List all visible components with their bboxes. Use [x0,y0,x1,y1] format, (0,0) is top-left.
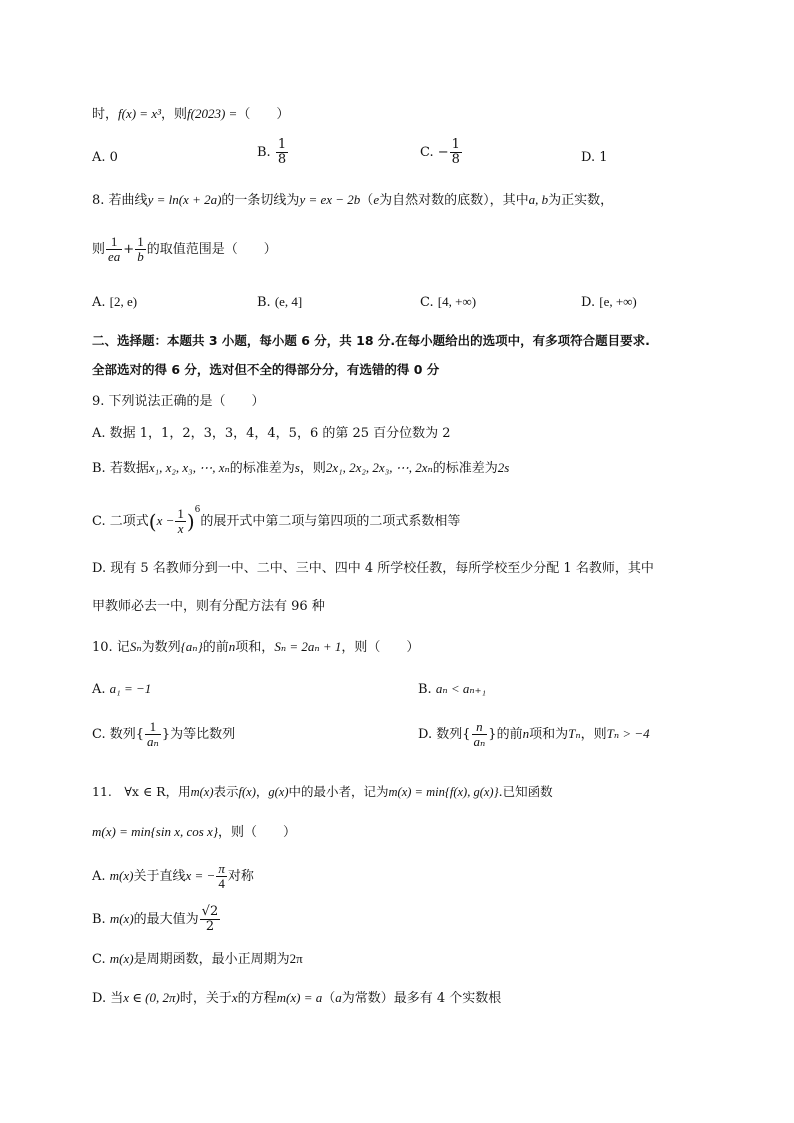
q11-option-a [92,862,254,891]
q8-text: 的一条切线为 [221,193,300,208]
minus-sign: − [437,145,449,160]
q8-ab: a, b [528,192,549,207]
q10-text: ，则 [580,727,607,742]
q11-text: 对称 [227,869,254,884]
q7-stem [92,105,289,124]
q8-stem-line2 [92,235,277,264]
q10-option-b [418,680,486,699]
option-label: C. [420,295,434,310]
q8-text: （ [360,193,374,208]
denominator: ea [108,249,121,264]
numerator: π [218,861,225,876]
q11-mx: m(x) [190,785,214,799]
q9-text: ，则 [299,461,326,476]
q11-text: 的最大值为 [133,912,199,927]
numerator: 1 [277,137,287,152]
q10-n: n [522,726,530,741]
q11-text: ，则（ ） [218,825,297,840]
q8-text: 为正实数， [548,193,614,208]
q11-text: 11. ∀x ∈ R，用 [92,784,191,799]
exponent: 6 [194,504,201,515]
q11-text: 为常数）最多有 4 个实数根 [341,991,502,1006]
option-value: 1 [599,150,608,165]
fraction [175,507,186,536]
q10-text: 项和， [235,640,275,655]
paren-open: ( [148,509,157,534]
plus-sign: + [123,242,135,257]
q7-paren: （ ） [237,107,290,122]
q9-text: 的展开式中第二项与第四项的二项式系数相等 [200,514,461,529]
q11-text: 中的最小者，记为 [288,784,389,799]
q8-curve: y = ln(x + 2a) [147,192,222,207]
q7-option-c [420,138,463,167]
q11-cond: x ∈ (0, 2π) [123,990,180,1005]
q8-text: 若曲线 [108,193,148,208]
q8-option-c [420,293,476,312]
q8-e: e [373,192,380,207]
q11-def: m(x) = min{sin x, cos x} [92,824,219,839]
denominator: 8 [451,152,460,167]
denominator: aₙ [473,734,486,749]
q10-Sn: Sₙ [129,639,142,654]
option-value: [e, +∞) [599,294,637,309]
q9-option-b [92,459,509,478]
brace-close: } [161,727,171,742]
numerator: √2 [201,904,219,919]
q9-text: 的标准差为 [229,461,295,476]
denominator: 8 [277,152,287,167]
option-label: B. [92,912,106,927]
option-label: B. [418,682,432,697]
option-label: A. [92,295,106,310]
q9-stem: 9. 下列说法正确的是（ ） [92,394,265,409]
q11-mx: m(x) [109,951,134,966]
q9-2s: 2s [497,460,510,475]
q10-relation: Sₙ = 2aₙ + 1 [274,639,342,654]
fraction [145,720,161,749]
q10-text: 10. 记 [92,640,130,655]
q11-text: 表示 [213,784,239,799]
numerator: 1 [137,234,144,249]
q10-text: 的前 [202,640,229,655]
q11-stem-line1 [92,783,553,801]
q10-ineq: Tₙ > −4 [606,726,650,741]
q11-a: a [335,990,342,1005]
q10-text: ，则（ ） [341,640,420,655]
q11-x: x [231,990,238,1005]
option-value: [4, +∞) [437,294,477,309]
q8-option-d [581,293,637,312]
q11-text: 的方程 [237,991,277,1006]
q7-text: ，则 [161,107,188,122]
denominator: aₙ [147,734,159,749]
q9-text: B. 若数据 [92,461,149,476]
option-label: A. [92,150,106,165]
q9-data: x₁, x₂, x₃, ⋯, xₙ [148,460,230,475]
q10-text: 项和为 [529,727,569,742]
fraction [200,905,221,934]
numerator: 1 [451,137,460,152]
q9-text: C. 二项式 [92,514,149,529]
q8-stem-line1 [92,191,613,210]
q11-mx: m(x) [109,868,134,883]
q10-text: C. 数列 [92,727,136,742]
q10-stem [92,638,419,657]
q8-option-b [257,293,302,312]
fraction [106,235,122,264]
q10-an: {aₙ} [180,639,203,654]
option-label: A. [92,869,106,884]
fraction [276,138,288,167]
fraction [450,138,462,167]
q11-x: x = − [185,868,216,883]
q9-x: x − [156,513,175,528]
paren-close: ) [186,509,195,534]
q11-period: 2π [289,951,303,966]
question-number: 8. [92,193,105,208]
numerator: 1 [106,235,122,250]
q10-text: 的前 [496,727,523,742]
option-label: B. [257,145,271,160]
q11-text: （ [322,991,336,1006]
option-value: [2, e) [109,294,138,309]
q7-fx: f(x) = x³ [118,106,161,121]
q9-option-d-line2: 甲教师必去一中，则有分配方法有 96 种 [92,599,325,614]
q9-option-c [92,504,461,536]
q7-option-d [581,149,608,167]
q8-text: 则 [92,242,106,257]
option-label: C. [92,952,106,967]
option-label: D. [581,150,596,165]
option-label: B. [257,295,271,310]
q10-text: 为等比数列 [170,727,236,742]
q11-fx: f(x) [238,785,256,799]
q9-option-a: A. 数据 1，1，2，3，3，4，4，5，6 的第 25 百分位数为 2 [92,426,451,441]
q11-def: m(x) = min{f(x), g(x)} [388,785,499,799]
fraction [135,235,146,264]
q9-text: 的标准差为 [432,461,498,476]
brace-close: } [488,727,497,742]
q10-text: D. 数列 [418,727,463,742]
denominator: 2 [205,919,215,934]
fraction [472,720,488,749]
q8-option-a [92,293,137,312]
option-label: C. [420,145,434,160]
q11-option-c [92,950,303,969]
q7-text: 时， [92,107,119,122]
q10-option-c [92,720,235,749]
q7-option-a [92,149,118,167]
q11-text: 关于直线 [133,869,186,884]
q8-text: 为自然对数的底数），其中 [379,193,529,208]
q10-option-d [418,720,650,749]
q11-text: ， [255,784,269,799]
q11-text: .已知函数 [498,784,553,799]
q8-tangent: y = ex − 2b [299,192,361,207]
section-header-line2: 全部选对的得 6 分，选对但不全的得部分分，有选错的得 0 分 [92,362,440,377]
q11-text: D. 当 [92,991,124,1006]
q11-stem-line2 [92,823,296,842]
denominator: 4 [218,876,225,891]
q11-eq: m(x) = a [276,990,323,1005]
section-header-line1: 二、选择题：本题共 3 小题，每小题 6 分，共 18 分.在每小题给出的选项中，有多项符合题目要求. [92,333,650,348]
q11-option-b [92,905,221,934]
option-label: A. [92,682,106,697]
q7-f2023: f(2023) = [187,106,238,121]
q10-n: n [228,639,236,654]
q10-option-a [92,680,151,699]
q10-Tn: Tₙ [568,726,581,741]
numerator: 1 [177,506,184,521]
brace-open: { [135,727,145,742]
q10-text: 为数列 [141,640,181,655]
option-value: (e, 4] [274,294,303,309]
q7-option-b [257,138,289,167]
numerator: n [472,720,488,735]
denominator: b [137,249,144,264]
fraction [216,862,227,891]
option-value: aₙ < aₙ₊₁ [435,681,487,696]
q9-s: s [294,460,300,475]
q11-gx: g(x) [268,785,289,799]
option-value: a₁ = −1 [109,681,152,696]
q9-option-d-line1: D. 现有 5 名教师分到一中、二中、三中、四中 4 所学校任教，每所学校至少分配 1 名教师，其中 [92,561,654,576]
q9-data2: 2x₁, 2x₂, 2x₃, ⋯, 2xₙ [325,460,433,475]
numerator: 1 [145,720,161,735]
option-label: D. [581,295,596,310]
q11-mx: m(x) [109,911,134,926]
denominator: x [177,521,184,536]
q11-text: 是周期函数，最小正周期为 [133,952,290,967]
q11-option-d [92,989,501,1008]
option-value: 0 [109,150,118,165]
q11-text: 时，关于 [179,991,232,1006]
brace-open: { [462,727,471,742]
q8-text: 的取值范围是（ ） [146,242,277,257]
